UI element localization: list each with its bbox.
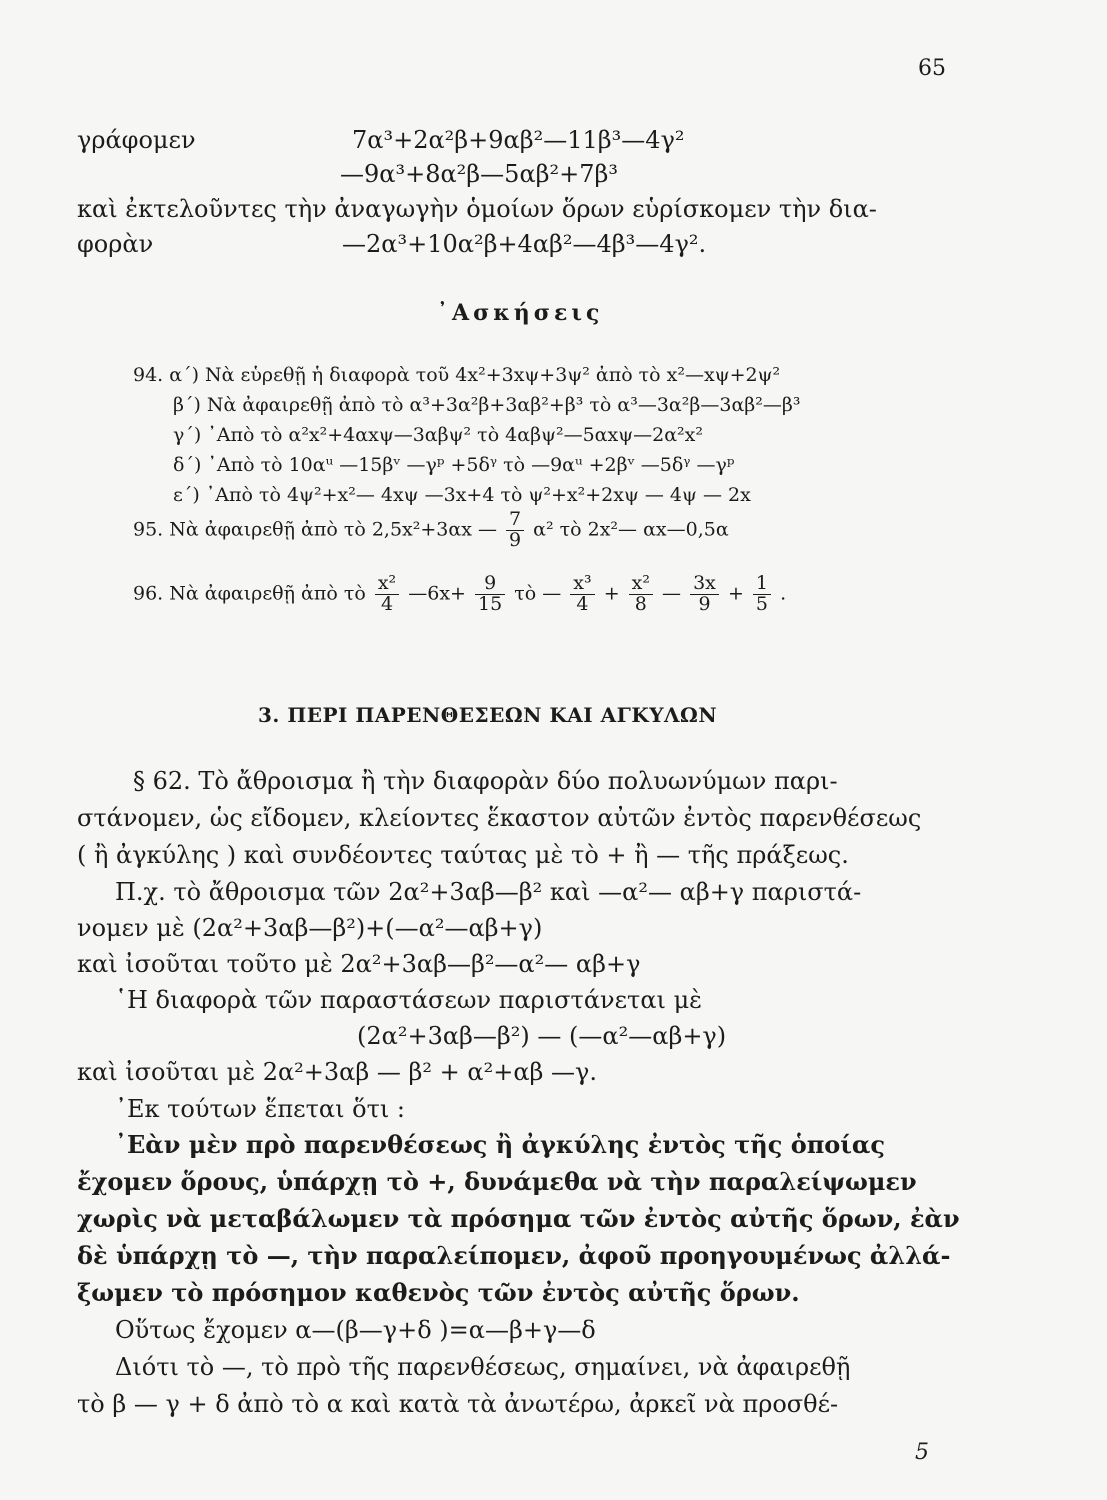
exercise-94-c: γ΄) ᾿Απὸ τὸ α²x²+4αxψ—3αβψ² τὸ 4αβψ²—5αxψ—2α²x² bbox=[173, 424, 703, 446]
para-because-line-1: Διότι τὸ —, τὸ πρὸ τῆς παρενθέσεως, σημαίνει, νὰ ἀφαιρεθῇ bbox=[115, 1353, 851, 1381]
operator-minus: — bbox=[662, 582, 682, 605]
fraction-x3-4 bbox=[570, 574, 594, 615]
operator-plus: + bbox=[603, 582, 620, 605]
rule-line-1: ᾿Εὰν μὲν πρὸ παρενθέσεως ἢ ἀγκύλης ἐντὸς τῆς ὁποίας bbox=[115, 1130, 885, 1159]
exercise-96-end: . bbox=[780, 582, 787, 605]
operator-plus: + bbox=[727, 582, 744, 605]
section-title: 3. ΠΕΡΙ ΠΑΡΕΝΘΕΣΕΩΝ ΚΑΙ ΑΓΚΥΛΩΝ bbox=[258, 703, 718, 727]
fraction-denominator: 9 bbox=[506, 530, 524, 551]
rule-line-4: δὲ ὑπάρχῃ τὸ —, τὴν παραλείπομεν, ἀφοῦ προηγουμένως ἀλλά- bbox=[77, 1241, 951, 1270]
page-number: 65 bbox=[918, 56, 946, 81]
para-62-line-1: § 62. Τὸ ἄθροισμα ἢ τὴν διαφορὰν δύο πολυωνύμων παρι- bbox=[133, 767, 838, 795]
worked-label-grafomen: γράφομεν bbox=[77, 126, 196, 154]
para-difference-line-3: καὶ ἰσοῦται μὲ 2α²+3αβ — β² + α²+αβ —γ. bbox=[77, 1058, 598, 1086]
para-example-line-2: νομεν μὲ (2α²+3αβ—β²)+(—α²—αβ+γ) bbox=[77, 914, 543, 942]
exercise-96 bbox=[133, 574, 786, 615]
para-thus-line: Οὕτως ἔχομεν α—(β—γ+δ )=α—β+γ—δ bbox=[115, 1316, 596, 1344]
exercise-95-prefix: 95. Νὰ ἀφαιρεθῇ ἀπὸ τὸ 2,5x²+3αx — bbox=[133, 518, 497, 541]
fraction-numerator: 7 bbox=[509, 508, 522, 530]
para-62-line-2: στάνομεν, ὡς εἴδομεν, κλείοντες ἕκαστον αὐτῶν ἐντὸς παρενθέσεως bbox=[77, 804, 922, 832]
fraction-denominator: 4 bbox=[570, 594, 594, 615]
rule-line-2: ἔχομεν ὅρους, ὑπάρχῃ τὸ +, δυνάμεθα νὰ τὴν παραλείψωμεν bbox=[77, 1167, 917, 1196]
fraction-numerator: x² bbox=[377, 572, 397, 594]
fraction-denominator: 15 bbox=[475, 594, 505, 615]
exercise-96-term: —6x+ bbox=[408, 582, 466, 605]
fraction-denominator: 5 bbox=[753, 594, 771, 615]
fraction-numerator: 3x bbox=[693, 572, 716, 594]
exercise-94-e: ε΄) ᾿Απὸ τὸ 4ψ²+x²— 4xψ —3x+4 τὸ ψ²+x²+2xψ — 4ψ — 2x bbox=[173, 484, 751, 506]
exercise-94-d: δ΄) ᾿Απὸ τὸ 10αᵘ —15βᵛ —γᵖ +5δᵞ τὸ —9αᵘ +2βᵛ —5δᵞ —γᵖ bbox=[173, 454, 735, 476]
exercise-95-suffix: α² τὸ 2x²— αx—0,5α bbox=[533, 518, 729, 541]
para-example-line-1: Π.χ. τὸ ἄθροισμα τῶν 2α²+3αβ—β² καὶ —α²— αβ+γ παριστά- bbox=[115, 878, 862, 906]
fraction-denominator: 8 bbox=[629, 594, 653, 615]
fraction-denominator: 9 bbox=[690, 594, 719, 615]
para-hence-line: ᾿Εκ τούτων ἕπεται ὅτι : bbox=[115, 1095, 405, 1123]
fraction-7-9 bbox=[506, 510, 524, 551]
worked-expr-1: 7α³+2α²β+9αβ²—11β³—4γ² bbox=[352, 126, 685, 154]
para-example-line-3: καὶ ἰσοῦται τοῦτο μὲ 2α²+3αβ—β²—α²— αβ+γ bbox=[77, 950, 641, 978]
folio-signature-mark: 5 bbox=[915, 1440, 929, 1465]
exercise-96-to: τὸ — bbox=[514, 582, 562, 605]
worked-expr-2: —9α³+8α²β—5αβ²+7β³ bbox=[340, 160, 619, 188]
para-difference-line-2: (2α²+3αβ—β²) — (—α²—αβ+γ) bbox=[357, 1022, 727, 1050]
fraction-1-5 bbox=[753, 574, 771, 615]
fraction-numerator: x³ bbox=[573, 572, 592, 594]
para-62-line-3: ( ἢ ἀγκύλης ) καὶ συνδέοντες ταύτας μὲ τὸ + ἢ — τῆς πράξεως. bbox=[77, 841, 849, 869]
fraction-x2-4 bbox=[375, 574, 399, 615]
rule-line-3: χωρὶς νὰ μεταβάλωμεν τὰ πρόσημα τῶν ἐντὸς αὐτῆς ὅρων, ἐὰν bbox=[77, 1204, 960, 1233]
exercise-96-prefix: 96. Νὰ ἀφαιρεθῇ ἀπὸ τὸ bbox=[133, 582, 366, 605]
fraction-9-15 bbox=[475, 574, 505, 615]
worked-text-line: καὶ ἐκτελοῦντες τὴν ἀναγωγὴν ὁμοίων ὅρων εὑρίσκομεν τὴν δια- bbox=[77, 195, 877, 223]
exercises-heading: ᾿Ασκήσεις bbox=[437, 300, 604, 326]
exercise-94-b: β΄) Νὰ ἀφαιρεθῇ ἀπὸ τὸ α³+3α²β+3αβ²+β³ τὸ α³—3α²β—3αβ²—β³ bbox=[173, 394, 801, 416]
para-because-line-2: τὸ β — γ + δ ἀπὸ τὸ α καὶ κατὰ τὰ ἀνωτέρω, ἀρκεῖ νὰ προσθέ- bbox=[77, 1390, 839, 1418]
rule-line-5: ξωμεν τὸ πρόσημον καθενὸς τῶν ἐντὸς αὐτῆς ὅρων. bbox=[77, 1278, 800, 1307]
fraction-numerator: 1 bbox=[755, 572, 769, 594]
fraction-x2-8 bbox=[629, 574, 653, 615]
exercise-95 bbox=[133, 510, 729, 551]
para-difference-line-1: ῾Η διαφορὰ τῶν παραστάσεων παριστάνεται μὲ bbox=[115, 986, 703, 1014]
exercise-94-a: 94. α΄) Νὰ εὑρεθῇ ἡ διαφορὰ τοῦ 4x²+3xψ+3ψ² ἀπὸ τὸ x²—xψ+2ψ² bbox=[133, 364, 781, 386]
worked-label-foran: φορὰν bbox=[77, 230, 154, 258]
fraction-3x-9 bbox=[690, 574, 719, 615]
fraction-numerator: 9 bbox=[484, 572, 497, 594]
fraction-numerator: x² bbox=[631, 572, 650, 594]
fraction-denominator: 4 bbox=[375, 594, 399, 615]
worked-result-expr: —2α³+10α²β+4αβ²—4β³—4γ². bbox=[342, 230, 707, 258]
